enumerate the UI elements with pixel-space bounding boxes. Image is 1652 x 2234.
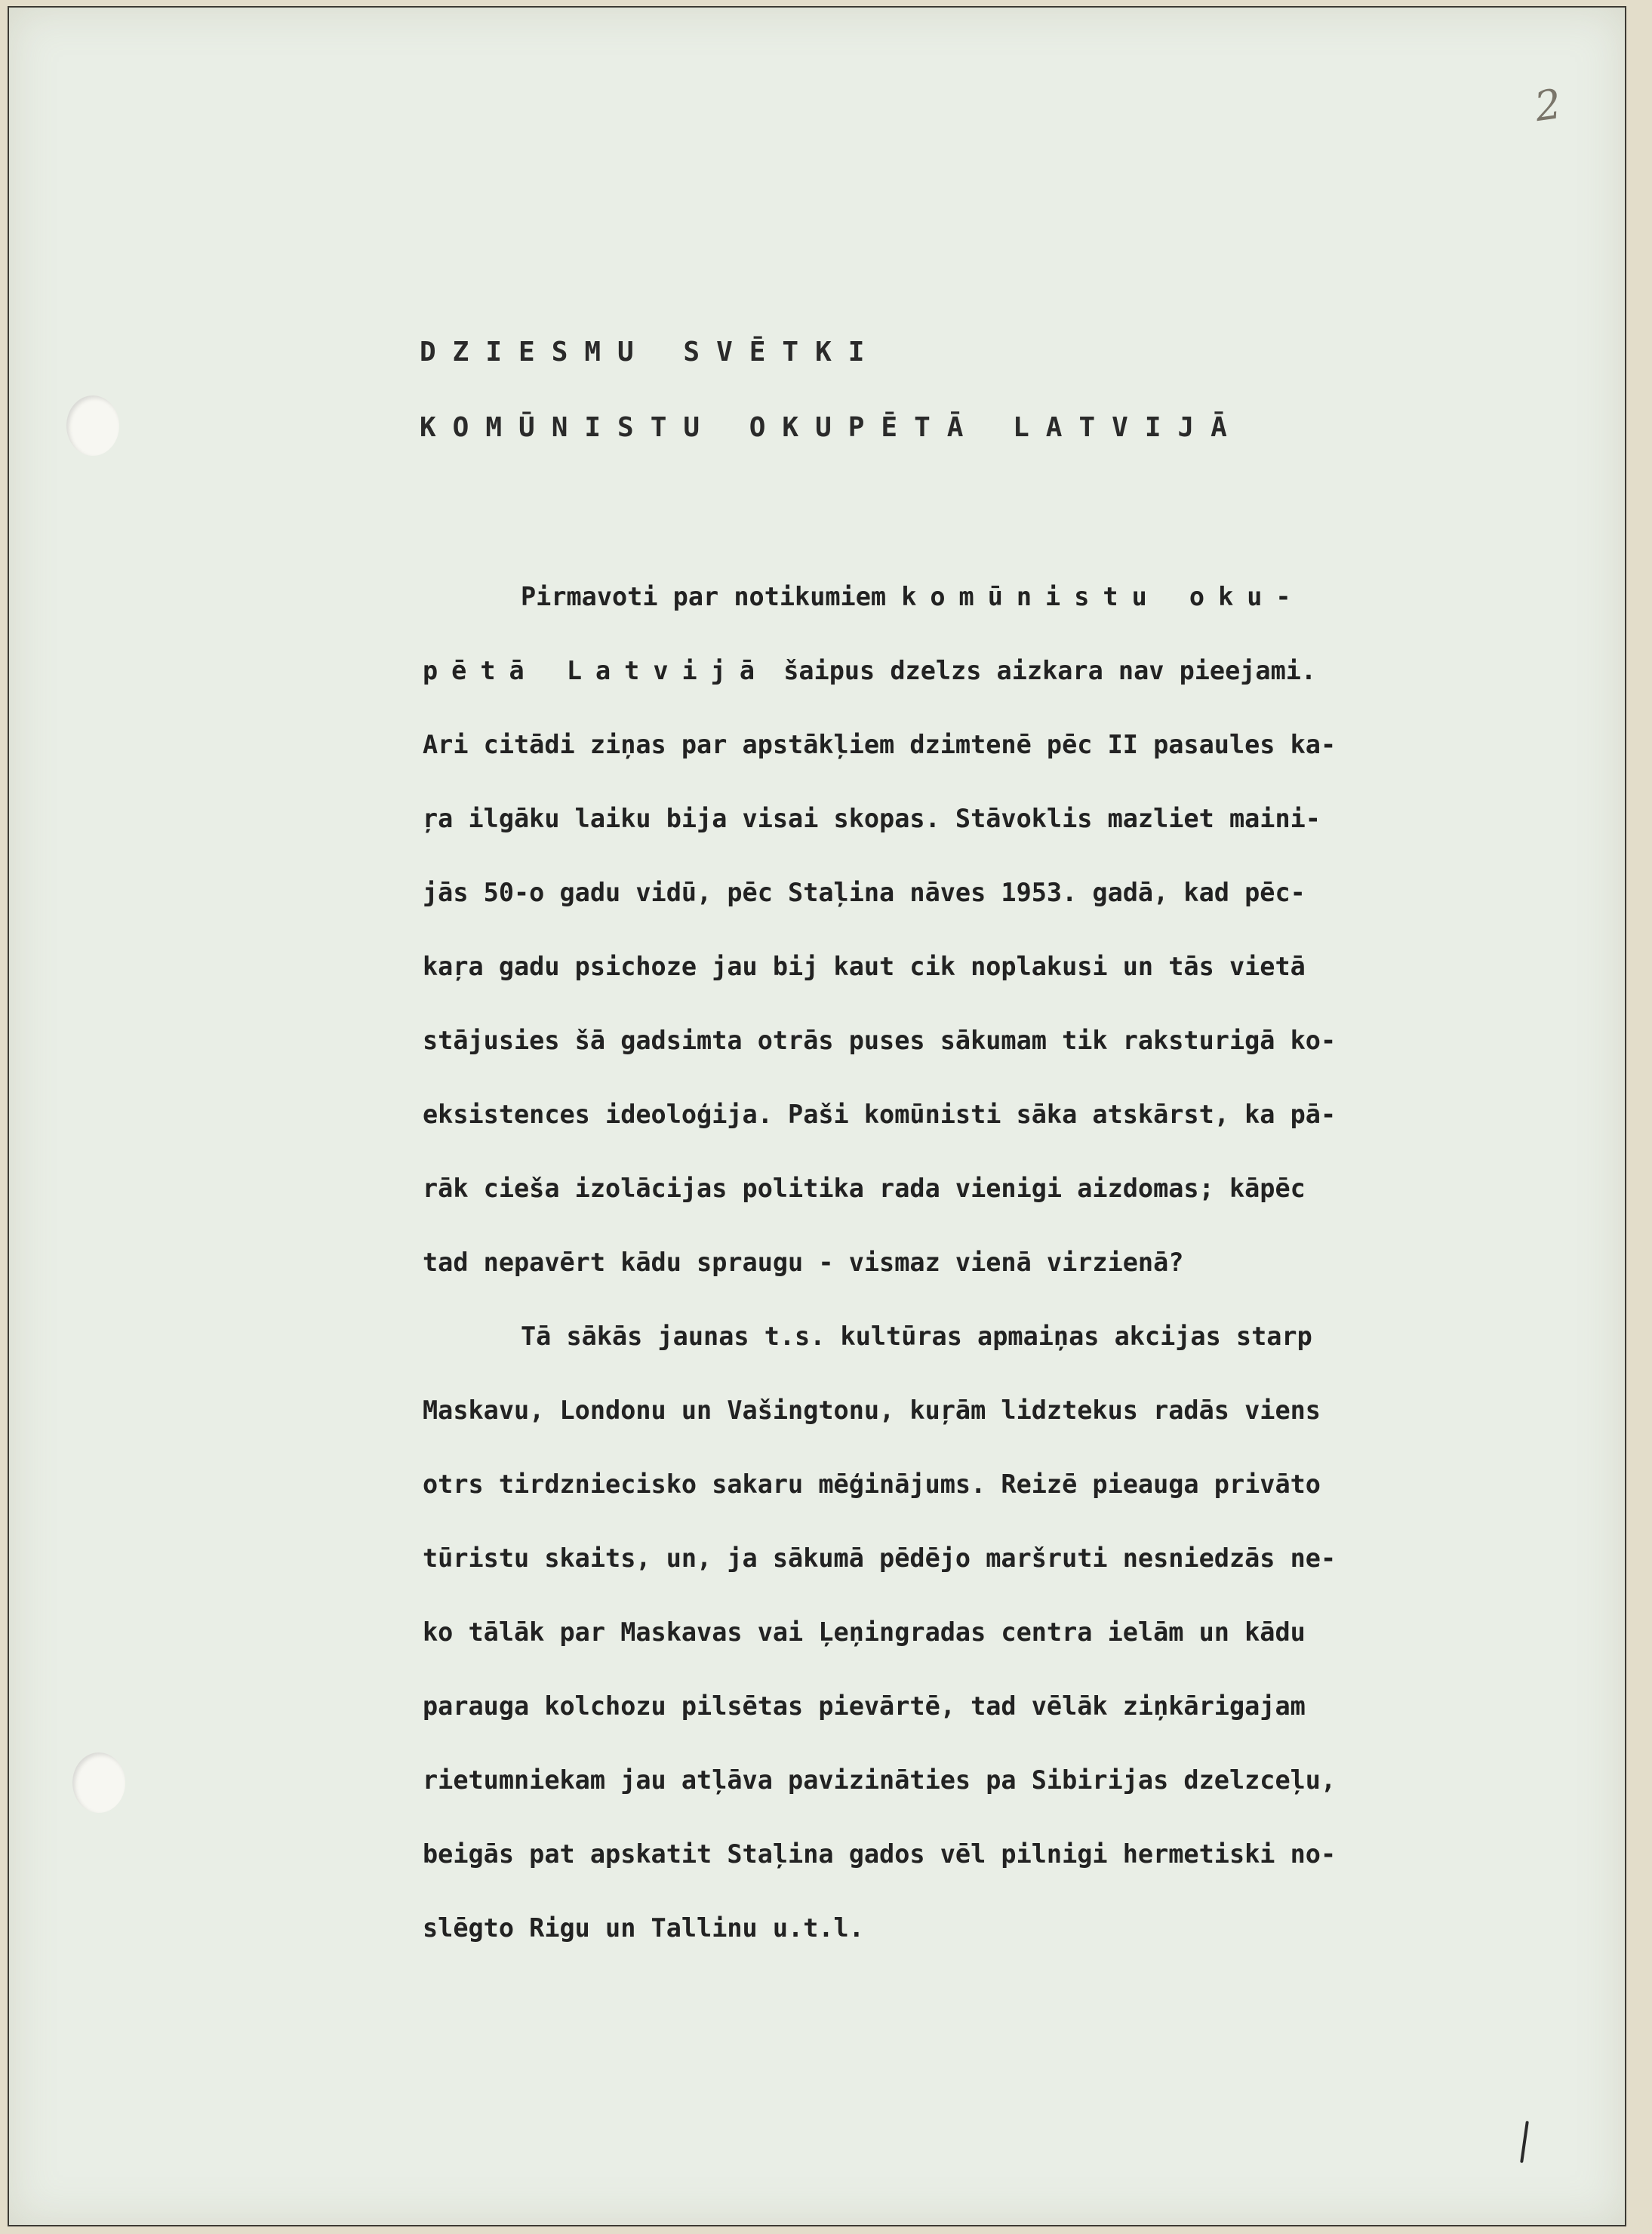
text-line — [423, 560, 1555, 634]
text-line: beigās pat apskatit Staļina gados vēl pilnigi hermetiski no- — [423, 1839, 1337, 1869]
text-line: ŗa ilgāku laiku bija visai skopas. Stāvoklis mazliet maini- — [423, 804, 1321, 833]
text-line: otrs tirdzniecisko sakaru mēģinājums. Reizē pieauga privāto — [423, 1469, 1321, 1499]
text-line: stājusies šā gadsimta otrās puses sākumam tik raksturigā ko- — [423, 1026, 1337, 1055]
title-line-1: DZIESMU SVĒTKI — [420, 337, 881, 368]
text-line: slēgto Rigu un Tallinu u.t.l. — [423, 1913, 864, 1943]
page-number: 2 — [1531, 79, 1564, 131]
body-text — [423, 560, 1555, 1965]
punch-hole-top — [66, 395, 119, 456]
text-line: tad nepavērt kādu spraugu - vismaz vienā virzienā? — [423, 1248, 1184, 1277]
text-line: jās 50-o gadu vidū, pēc Staļina nāves 1953. gadā, kad pēc- — [423, 878, 1306, 907]
text-line: Tā sākās jaunas t.s. kultūras apmaiņas akcijas starp — [521, 1322, 1312, 1351]
spaced-phrase: komūnistu oku- — [901, 582, 1305, 611]
spaced-phrase: pētā Latvijā — [423, 656, 769, 685]
line-2-tail: šaipus dzelzs aizkara nav pieejami. — [768, 656, 1317, 685]
text-line — [423, 634, 1555, 708]
text-line: rietumniekam jau atļāva pavizināties pa Sibirijas dzelzceļu, — [423, 1765, 1337, 1795]
text-line: kaŗa gadu psichoze jau bij kaut cik noplakusi un tās vietā — [423, 952, 1306, 981]
text-line: parauga kolchozu pilsētas pievārtē, tad vēlāk ziņkārigajam — [423, 1691, 1306, 1721]
text-line: rāk cieša izolācijas politika rada vienigi aizdomas; kāpēc — [423, 1174, 1306, 1203]
punch-hole-bottom — [72, 1752, 125, 1813]
text-line: Maskavu, Londonu un Vašingtonu, kuŗām lidztekus radās viens — [423, 1395, 1321, 1425]
title-line-2: KOMŪNISTU OKUPĒTĀ LATVIJĀ — [420, 412, 1244, 443]
text-line: Ari citādi ziņas par apstākļiem dzimtenē pēc II pasaules ka- — [423, 730, 1337, 759]
text-line: eksistences ideoloģija. Paši komūnisti sāka atskārst, ka pā- — [423, 1100, 1337, 1129]
text-line: tūristu skaits, un, ja sākumā pēdējo maršruti nesniedzās ne- — [423, 1543, 1337, 1573]
line-1-lead: Pirmavoti par notikumiem — [521, 582, 902, 611]
text-line: ko tālāk par Maskavas vai Ļeņingradas centra ielām un kādu — [423, 1617, 1306, 1647]
